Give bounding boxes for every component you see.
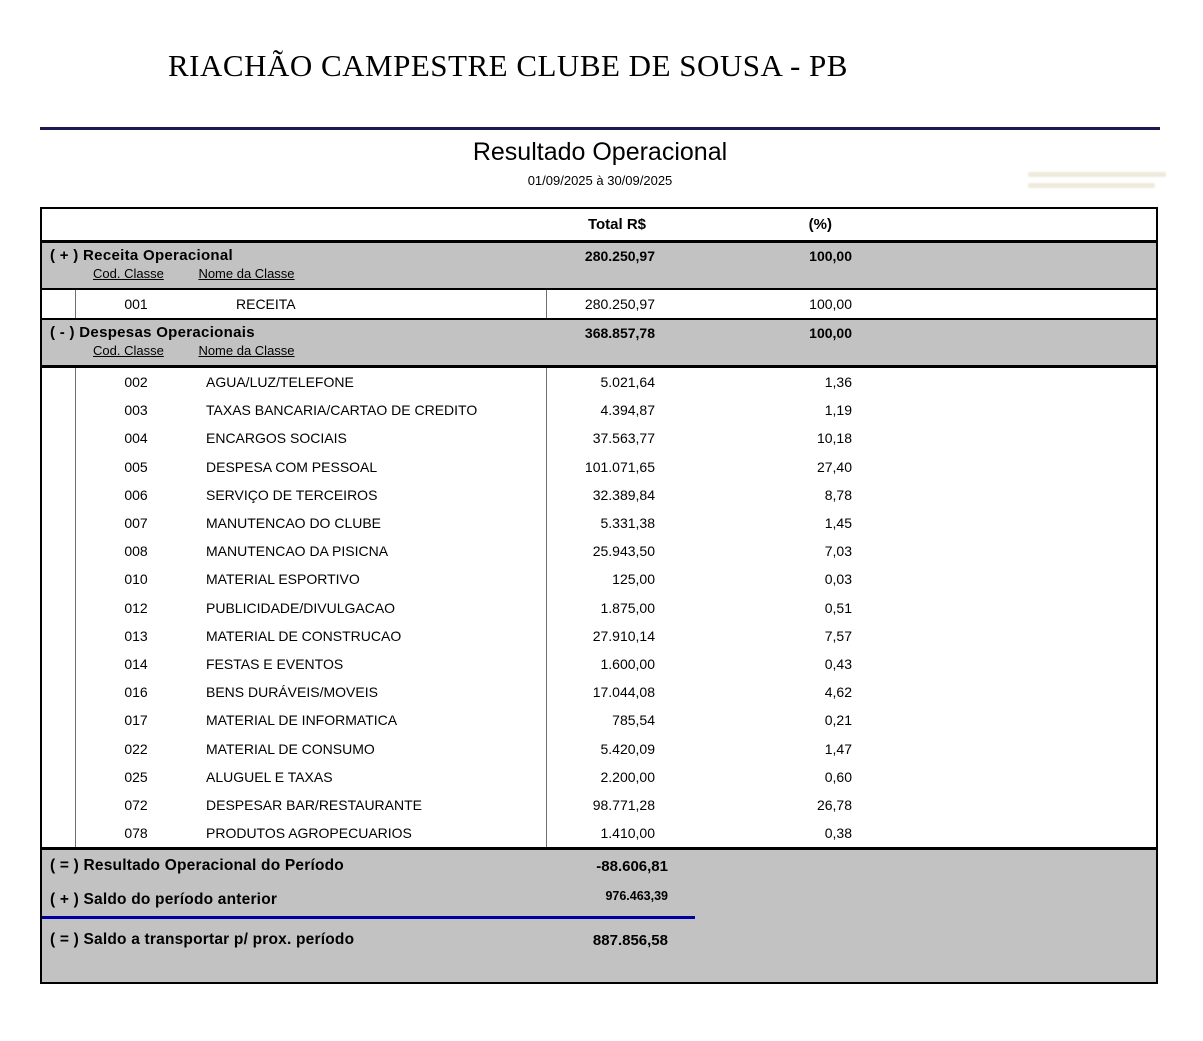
- row-total: 5.331,38: [600, 515, 655, 532]
- saldo-transportar-label: ( = ) Saldo a transportar p/ prox. período: [50, 931, 355, 949]
- row-code: 078: [124, 825, 148, 842]
- row-spacer-cell: [42, 368, 76, 396]
- row-total: 98.771,28: [592, 796, 655, 813]
- despesas-section-label: ( - ) Despesas Operacionais: [50, 324, 255, 341]
- row-total: 17.044,08: [592, 684, 655, 701]
- row-name: TAXAS BANCARIA/CARTAO DE CREDITO: [206, 396, 547, 424]
- receita-section-label: ( + ) Receita Operacional: [50, 247, 233, 264]
- row-total: 27.910,14: [592, 627, 655, 644]
- table-row: [42, 424, 1156, 452]
- row-spacer-cell: [42, 819, 76, 847]
- row-percent: 8,78: [824, 486, 852, 503]
- row-percent: 4,62: [824, 684, 852, 701]
- row-percent: 0,60: [824, 768, 852, 785]
- row-spacer-cell: [42, 481, 76, 509]
- row-code: 010: [124, 571, 148, 588]
- row-percent: 26,78: [816, 796, 852, 813]
- row-percent: 100,00: [809, 296, 852, 312]
- row-percent: 1,45: [824, 515, 852, 532]
- row-code: 002: [124, 374, 148, 391]
- row-spacer-cell: [42, 791, 76, 819]
- row-percent: 0,21: [824, 712, 852, 729]
- row-total: 25.943,50: [592, 543, 655, 560]
- saldo-anterior-row: [42, 886, 1156, 914]
- table-row: [42, 537, 1156, 565]
- column-header-total: Total R$: [587, 216, 647, 233]
- row-percent: 1,19: [824, 402, 852, 419]
- row-code: 007: [124, 515, 148, 532]
- row-total: 1.410,00: [600, 825, 655, 842]
- despesas-subheader-row: [42, 343, 1156, 363]
- row-code: 014: [124, 655, 148, 672]
- row-spacer-cell: [42, 537, 76, 565]
- row-code: 004: [124, 430, 148, 447]
- row-total: 2.200,00: [600, 768, 655, 785]
- row-total: 1.600,00: [600, 655, 655, 672]
- faint-watermark: [1028, 166, 1166, 202]
- resultado-periodo-label: ( = ) Resultado Operacional do Período: [50, 857, 344, 875]
- row-code: 012: [124, 599, 148, 616]
- row-percent: 7,57: [824, 627, 852, 644]
- row-name: MANUTENCAO DO CLUBE: [206, 509, 547, 537]
- column-header-percent: (%): [808, 216, 832, 233]
- row-code: 008: [124, 543, 148, 560]
- row-spacer-cell: [42, 594, 76, 622]
- row-spacer-cell: [42, 453, 76, 481]
- row-spacer-cell: [42, 290, 76, 318]
- row-name: FESTAS E EVENTOS: [206, 650, 547, 678]
- row-total: 280.250,97: [584, 296, 655, 312]
- row-spacer-cell: [42, 424, 76, 452]
- row-code: 072: [124, 796, 148, 813]
- row-name: ALUGUEL E TAXAS: [206, 763, 547, 791]
- despesas-rows: [42, 368, 1156, 847]
- row-code: 006: [124, 486, 148, 503]
- header-divider-rule: [40, 127, 1160, 130]
- row-total: 125,00: [612, 571, 655, 588]
- row-name: DESPESAR BAR/RESTAURANTE: [206, 791, 547, 819]
- table-row: [42, 622, 1156, 650]
- subheader-cod-classe: Cod. Classe: [93, 343, 164, 358]
- row-code: 001: [124, 296, 148, 312]
- row-name: RECEITA: [206, 290, 547, 318]
- table-row: [42, 453, 1156, 481]
- row-total: 37.563,77: [592, 430, 655, 447]
- row-name: SERVIÇO DE TERCEIROS: [206, 481, 547, 509]
- report-title: Resultado Operacional: [472, 138, 728, 166]
- row-name: MANUTENCAO DA PISICNA: [206, 537, 547, 565]
- footer-divider-rule: [42, 916, 695, 919]
- table-row: [42, 650, 1156, 678]
- row-name: AGUA/LUZ/TELEFONE: [206, 368, 547, 396]
- table-row: [42, 396, 1156, 424]
- row-percent: 0,43: [824, 655, 852, 672]
- table-header-row: [42, 209, 1156, 243]
- subheader-cod-classe: Cod. Classe: [93, 266, 164, 281]
- row-total: 5.420,09: [600, 740, 655, 757]
- row-total: 785,54: [612, 712, 655, 729]
- despesas-section-band: [42, 320, 1156, 368]
- row-total: 5.021,64: [600, 374, 655, 391]
- despesas-section-total: 368.857,78: [584, 324, 655, 341]
- row-code: 022: [124, 740, 148, 757]
- row-percent: 27,40: [816, 458, 852, 475]
- report-period: 01/09/2025 à 30/09/2025: [527, 173, 673, 188]
- row-spacer-cell: [42, 622, 76, 650]
- saldo-anterior-value: 976.463,39: [605, 889, 668, 904]
- row-percent: 1,36: [824, 374, 852, 391]
- row-name: MATERIAL DE CONSTRUCAO: [206, 622, 547, 650]
- table-row: [42, 791, 1156, 819]
- receita-section-total: 280.250,97: [584, 247, 655, 264]
- row-code: 013: [124, 627, 148, 644]
- row-code: 003: [124, 402, 148, 419]
- club-name-title: RIACHÃO CAMPESTRE CLUBE DE SOUSA - PB: [168, 48, 848, 83]
- table-row: [42, 565, 1156, 593]
- row-code: 005: [124, 458, 148, 475]
- row-total: 1.875,00: [600, 599, 655, 616]
- table-row: [42, 678, 1156, 706]
- row-total: 4.394,87: [600, 402, 655, 419]
- receita-rows: [42, 290, 1156, 320]
- receita-section-percent: 100,00: [809, 247, 852, 264]
- row-percent: 0,38: [824, 825, 852, 842]
- row-percent: 10,18: [816, 430, 852, 447]
- row-spacer-cell: [42, 678, 76, 706]
- row-spacer-cell: [42, 565, 76, 593]
- row-name: MATERIAL DE INFORMATICA: [206, 706, 547, 734]
- row-code: 017: [124, 712, 148, 729]
- row-percent: 0,03: [824, 571, 852, 588]
- table-row: [42, 290, 1156, 320]
- row-name: DESPESA COM PESSOAL: [206, 453, 547, 481]
- table-row: [42, 763, 1156, 791]
- saldo-transportar-row: [42, 926, 1156, 954]
- row-percent: 7,03: [824, 543, 852, 560]
- table-row: [42, 819, 1156, 847]
- row-percent: 1,47: [824, 740, 852, 757]
- despesas-section-percent: 100,00: [809, 324, 852, 341]
- row-spacer-cell: [42, 396, 76, 424]
- resultado-periodo-row: [42, 852, 1156, 880]
- saldo-anterior-label: ( + ) Saldo do período anterior: [50, 891, 278, 909]
- row-name: PRODUTOS AGROPECUARIOS: [206, 819, 547, 847]
- row-spacer-cell: [42, 763, 76, 791]
- row-spacer-cell: [42, 706, 76, 734]
- table-row: [42, 368, 1156, 396]
- row-spacer-cell: [42, 650, 76, 678]
- saldo-transportar-value: 887.856,58: [592, 931, 668, 949]
- receita-section-band: [42, 243, 1156, 290]
- subheader-nome-classe: Nome da Classe: [198, 343, 295, 358]
- report-table: [40, 207, 1158, 984]
- row-percent: 0,51: [824, 599, 852, 616]
- row-name: ENCARGOS SOCIAIS: [206, 424, 547, 452]
- row-total: 101.071,65: [584, 458, 655, 475]
- summary-footer: [42, 847, 1156, 982]
- row-name: MATERIAL ESPORTIVO: [206, 565, 547, 593]
- table-row: [42, 594, 1156, 622]
- row-total: 32.389,84: [592, 486, 655, 503]
- row-code: 025: [124, 768, 148, 785]
- resultado-periodo-value: -88.606,81: [596, 857, 668, 875]
- row-code: 016: [124, 684, 148, 701]
- row-name: MATERIAL DE CONSUMO: [206, 734, 547, 762]
- row-spacer-cell: [42, 509, 76, 537]
- row-name: BENS DURÁVEIS/MOVEIS: [206, 678, 547, 706]
- row-name: PUBLICIDADE/DIVULGACAO: [206, 594, 547, 622]
- table-row: [42, 481, 1156, 509]
- table-row: [42, 706, 1156, 734]
- subheader-nome-classe: Nome da Classe: [198, 266, 295, 281]
- table-row: [42, 734, 1156, 762]
- table-row: [42, 509, 1156, 537]
- row-spacer-cell: [42, 734, 76, 762]
- receita-subheader-row: [42, 266, 1156, 286]
